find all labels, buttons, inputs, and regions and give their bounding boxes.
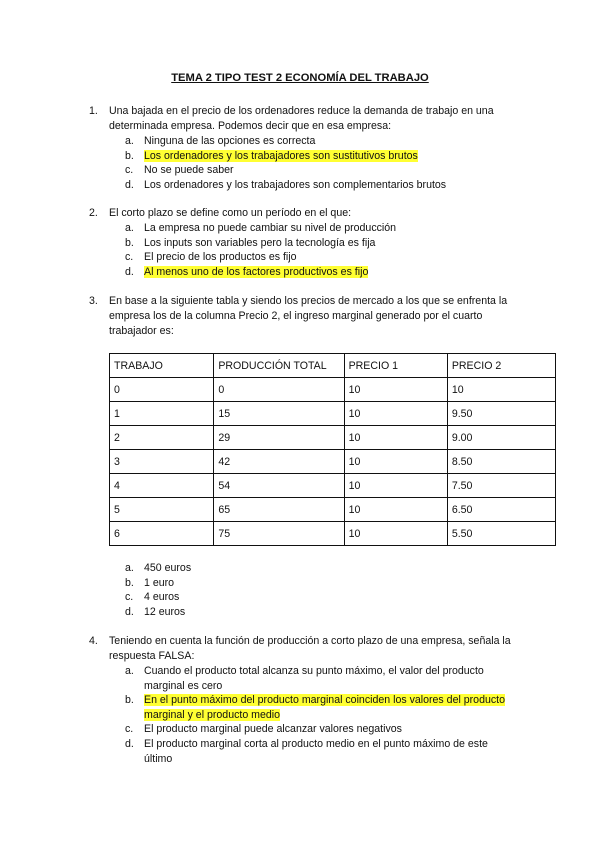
question-stem: El corto plazo se define como un período en el que:	[109, 207, 352, 219]
option-text: Ninguna de las opciones es correcta	[144, 135, 316, 147]
option-letter: a.	[125, 222, 134, 234]
option-text: Cuando el producto total alcanza su punto máximo, el valor del producto	[144, 665, 484, 677]
option-text: marginal es cero	[144, 679, 223, 692]
question-stem: Teniendo en cuenta la función de producción a corto plazo de una empresa, señala la respuesta FALSA:	[109, 635, 511, 662]
option-text: 450 euros	[144, 562, 192, 574]
option-a	[89, 221, 529, 236]
table-cell: 10	[344, 498, 447, 522]
option-letter: b.	[125, 149, 134, 162]
table-header-cell: PRECIO 2	[447, 354, 555, 378]
option-b	[89, 576, 529, 591]
table-cell: 54	[214, 474, 344, 498]
option-letter: b.	[125, 576, 134, 589]
table-cell: 10	[344, 402, 447, 426]
question-2	[89, 206, 529, 279]
table-cell: 10	[344, 522, 447, 546]
table-cell: 2	[110, 426, 214, 450]
table-row	[110, 498, 556, 522]
option-b	[89, 236, 529, 251]
option-text: 4 euros	[144, 591, 180, 604]
table-cell: 10	[344, 474, 447, 498]
table-row	[110, 378, 556, 402]
option-letter: c.	[125, 723, 134, 736]
table-cell: 75	[214, 522, 344, 546]
option-letter: d.	[125, 178, 134, 191]
production-table	[109, 353, 556, 546]
highlighted-answer: Al menos uno de los factores productivos es fijo	[144, 265, 369, 278]
table-cell: 8.50	[447, 450, 555, 474]
table-cell: 6	[110, 522, 214, 546]
page-title: TEMA 2 TIPO TEST 2 ECONOMÍA DEL TRABAJO	[171, 72, 429, 84]
table-cell: 5	[110, 498, 214, 522]
option-letter: b.	[125, 694, 134, 707]
option-d-continued	[89, 752, 529, 767]
option-letter: c.	[125, 591, 134, 604]
option-text: No se puede saber	[144, 164, 234, 177]
option-text: 1 euro	[144, 576, 175, 589]
option-letter: a.	[125, 135, 134, 147]
question-3	[89, 294, 529, 339]
option-a	[89, 134, 529, 149]
option-letter: b.	[125, 236, 134, 249]
option-b	[89, 693, 529, 708]
question-number: 2.	[89, 207, 98, 219]
option-letter: d.	[125, 265, 134, 278]
option-d	[89, 178, 529, 193]
question-4	[89, 634, 529, 766]
table-cell: 42	[214, 450, 344, 474]
table-cell: 3	[110, 450, 214, 474]
option-text: último	[144, 752, 173, 765]
option-d	[89, 605, 529, 620]
option-d	[89, 265, 529, 280]
question-1	[89, 104, 529, 192]
table-cell: 65	[214, 498, 344, 522]
table-row	[110, 402, 556, 426]
option-text: El producto marginal corta al producto medio en el punto máximo de este	[144, 737, 488, 750]
option-letter: a.	[125, 562, 134, 574]
option-b-continued	[89, 708, 529, 723]
question-number: 3.	[89, 295, 98, 307]
option-c	[89, 722, 529, 737]
highlighted-answer: marginal y el producto medio	[144, 708, 281, 721]
table-cell: 9.50	[447, 402, 555, 426]
table-header-cell: TRABAJO	[110, 354, 214, 378]
table-header-cell: PRODUCCIÓN TOTAL	[214, 354, 344, 378]
table-cell: 5.50	[447, 522, 555, 546]
table-header-row	[110, 354, 556, 378]
table-cell: 29	[214, 426, 344, 450]
option-letter: c.	[125, 164, 134, 177]
question-stem: En base a la siguiente tabla y siendo los precios de mercado a los que se enfrenta la empresa los de la columna Precio 2, el ingreso marginal generado por el cuarto trabajador es:	[109, 295, 508, 337]
question-number: 1.	[89, 105, 98, 117]
table-row	[110, 450, 556, 474]
option-letter: c.	[125, 251, 134, 264]
option-text: La empresa no puede cambiar su nivel de producción	[144, 222, 397, 234]
option-letter: d.	[125, 737, 134, 750]
table-row	[110, 426, 556, 450]
option-a	[89, 561, 529, 576]
table-cell: 10	[344, 378, 447, 402]
table-cell: 15	[214, 402, 344, 426]
table-header-cell: PRECIO 1	[344, 354, 447, 378]
option-a-continued	[89, 679, 529, 694]
option-c	[89, 163, 529, 178]
table-cell: 0	[110, 378, 214, 402]
option-c	[89, 250, 529, 265]
option-text: El precio de los productos es fijo	[144, 251, 297, 264]
question-3-options	[89, 561, 529, 619]
table-cell: 4	[110, 474, 214, 498]
option-text: Los ordenadores y los trabajadores son complementarios brutos	[144, 178, 447, 191]
table-cell: 1	[110, 402, 214, 426]
option-b	[89, 149, 529, 164]
option-c	[89, 590, 529, 605]
table-row	[110, 474, 556, 498]
table-cell: 6.50	[447, 498, 555, 522]
option-d	[89, 737, 529, 752]
highlighted-answer: Los ordenadores y los trabajadores son sustitutivos brutos	[144, 149, 418, 162]
option-text: El producto marginal puede alcanzar valores negativos	[144, 723, 402, 736]
option-a	[89, 664, 529, 679]
table-cell: 7.50	[447, 474, 555, 498]
table-cell: 9.00	[447, 426, 555, 450]
highlighted-answer: En el punto máximo del producto marginal coinciden los valores del producto	[144, 694, 505, 707]
question-stem: Una bajada en el precio de los ordenadores reduce la demanda de trabajo en una determinada empresa. Podemos decir que en esa empresa:	[109, 105, 494, 132]
question-number: 4.	[89, 635, 98, 647]
table-cell: 0	[214, 378, 344, 402]
table-cell: 10	[447, 378, 555, 402]
table-cell: 10	[344, 426, 447, 450]
option-letter: d.	[125, 605, 134, 618]
table-cell: 10	[344, 450, 447, 474]
option-text: 12 euros	[144, 605, 186, 618]
table-row	[110, 522, 556, 546]
option-letter: a.	[125, 665, 134, 677]
option-text: Los inputs son variables pero la tecnología es fija	[144, 236, 376, 249]
